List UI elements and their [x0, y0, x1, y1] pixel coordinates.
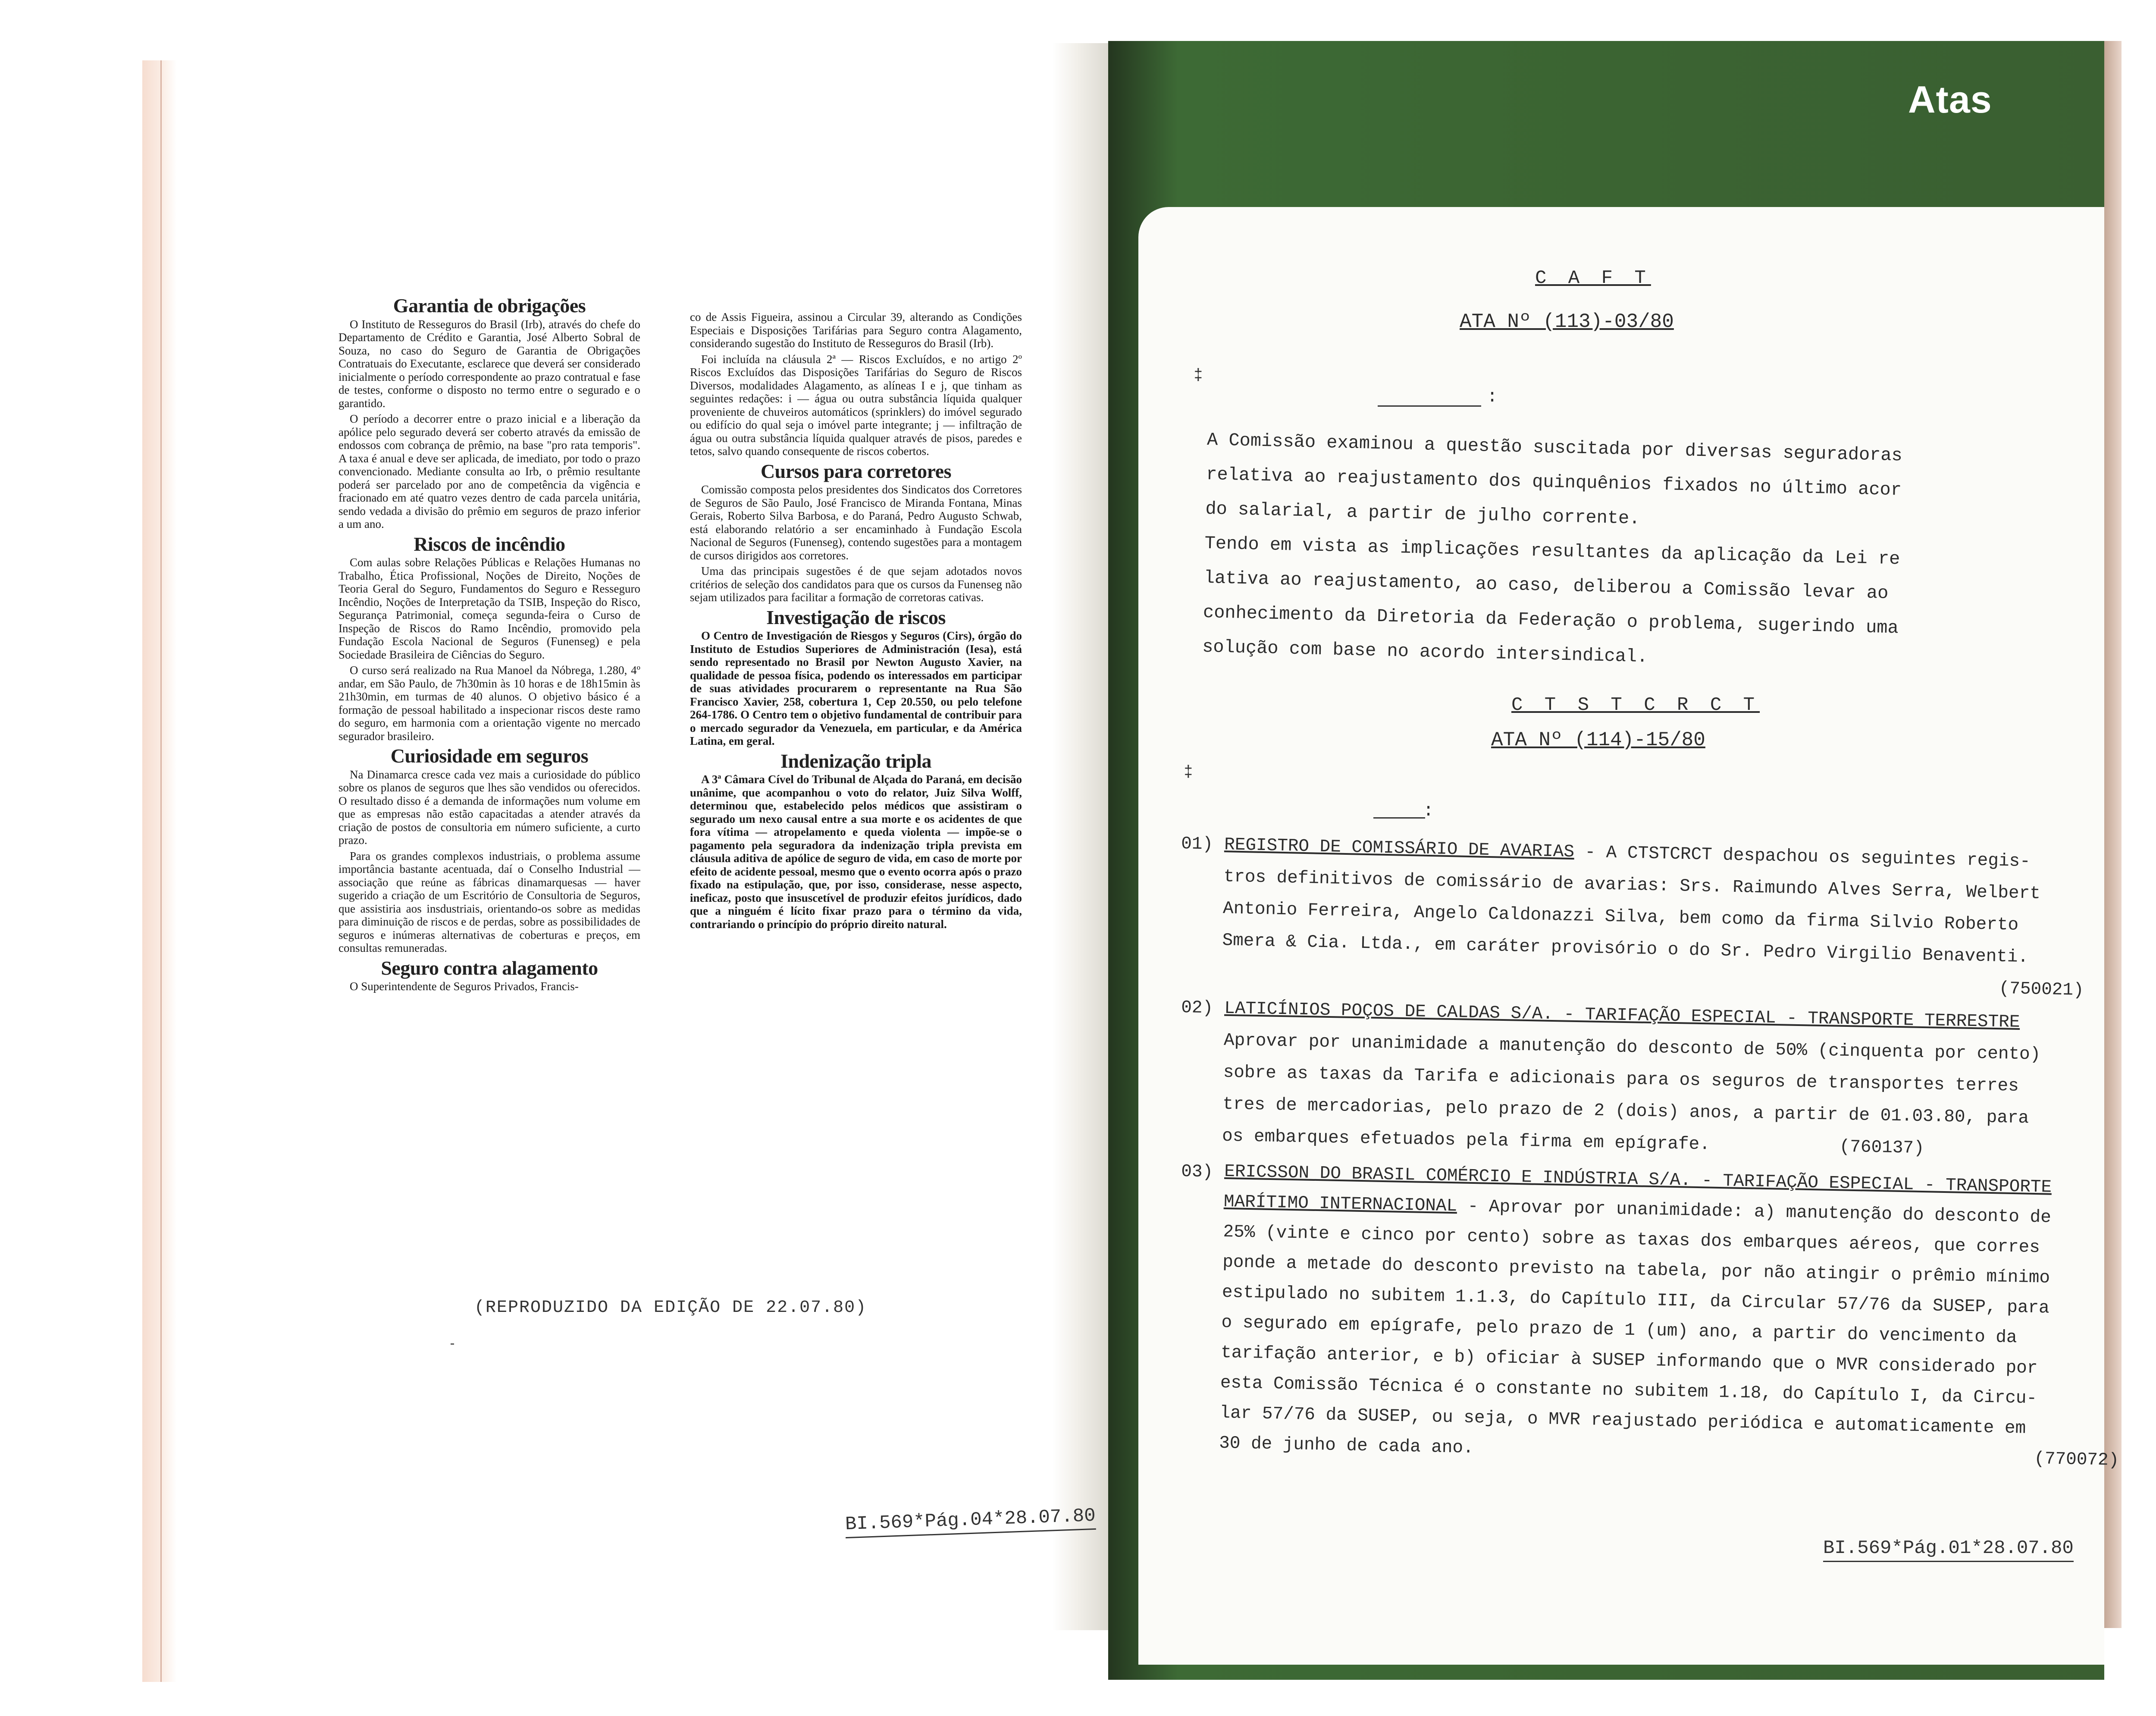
- ata-number: ATA Nº (113)-03/80: [1460, 311, 1674, 333]
- item-title: MARÍTIMO INTERNACIONAL: [1223, 1192, 1457, 1217]
- paragraph: O Instituto de Resseguros do Brasil (Irb), através do chefe do Departamento de Crédito e Garantia, José Alberto Sobral de Souza, no caso do Seguro de Garantia de Obrigações Contratuais do Executante, esclarece que deverá ser considerado inicialmente o período correspondente ao prazo contratual e fase de testes, conforme o disposto no termo entre o segurado e o garantido.: [338, 317, 640, 410]
- item-text: tres de mercadorias, pelo prazo de 2 (dois) anos, a partir de 01.03.80, para: [1222, 1094, 2029, 1129]
- item-title: ERICSSON DO BRASIL COMÉRCIO E INDÚSTRIA S/A. - TARIFAÇÃO ESPECIAL - TRANSPORTE: [1224, 1161, 2052, 1198]
- paragraph: A 3ª Câmara Cível do Tribunal de Alçada do Paraná, em decisão unânime, que acompanhou o voto do relator, Juiz Silva Wolff, determinou que, estabelecido pelos médicos que assistiram o segurado um nexo causal entre a sua morte e os acidentes de que fora vítima — atropelamento e queda violenta — impõe-se o pagamento pela seguradora da indenização tripla prevista em cláusula aditiva de apólice de seguro de vida, em caso de morte por efeito de acidente pessoal, mesmo que o evento ocorra após o prazo fixado na estipulação, que, por isso, considerase, nesse aspecto, ineficaz, posto que insuscetível de produzir efeitos jurídicos, dado que a ninguém é lícito fixar prazo para o término da vida, contrariando o princípio do próprio direito natural.: [690, 773, 1022, 931]
- section-label: Atas: [1908, 78, 1992, 121]
- minutes-line: relativa ao reajustamento dos quinquênios fixados no último acor: [1206, 464, 1902, 501]
- minutes-line: conhecimento da Diretoria da Federação o problema, sugerindo uma: [1203, 602, 1899, 639]
- item-text: tarifação anterior, e b) oficiar à SUSEP informando que o MVR considerado por: [1220, 1343, 2038, 1379]
- resolution-item: [1176, 1156, 2125, 1476]
- resolution-item: [1179, 992, 2042, 1167]
- section-title: Investigação de riscos: [766, 606, 946, 628]
- blank-line: [1378, 405, 1481, 407]
- item-text: Aprovar por unanimidade a manutenção do desconto de 50% (cinquenta por cento): [1223, 1030, 2041, 1065]
- left-column-1: [338, 292, 640, 996]
- item-code: (770072): [2034, 1449, 2119, 1471]
- item-title: LATICÍNIOS POÇOS DE CALDAS S/A. - TARIFAÇÃO ESPECIAL - TRANSPORTE TERRESTRE: [1224, 998, 2020, 1032]
- paragraph: O Centro de Investigación de Riesgos y Seguros (Cirs), órgão do Instituto de Estudios Superiores de Administración (Iesa), está sendo representado no Brasil por Newton Augusto Xavier, na qualidade de pessoa física, podendo os interessados em participar de suas atividades procurarem o representante na Rua São Francisco Xavier, 258, cobertura 1, Cep 20.550, ou pelo telefone 264-1786. O Centro tem o objetivo fundamental de contribuir para o mercado segurador da Venezuela, em particular, e da América Latina, em geral.: [690, 629, 1022, 747]
- section-title: Indenização tripla: [780, 750, 932, 772]
- page-footer-right: BI.569*Pág.01*28.07.80: [1823, 1537, 2074, 1562]
- minutes-line: do salarial, a partir de julho corrente.: [1205, 498, 1640, 529]
- paragraph: Com aulas sobre Relações Públicas e Relações Humanas no Trabalho, Ética Profissional, Noções de Direito, Noções de Teoria Geral do Seguro, Fundamentos do Seguro e Resseguro Incêndio, Noções de Interpretação da TSIB, Inspeção do Risco, Segurança Patrimonial, começa segunda-feira o Curso de Inspeção de Riscos do Ramo Incêndio, promovido pela Fundação Escola Nacional de Seguros (Funenseg) e pela Sociedade Brasileira de Ciências do Seguro.: [338, 556, 640, 661]
- margin-mark: ‡: [1184, 763, 1193, 781]
- section-title: Curiosidade em seguros: [390, 745, 589, 767]
- margin-mark: ‡: [1194, 367, 1203, 384]
- ata-number: ATA Nº (114)-15/80: [1491, 729, 1705, 751]
- section-title: Garantia de obrigações: [393, 295, 586, 317]
- committee-heading: C A F T: [1535, 267, 1651, 289]
- item-text: estipulado no subitem 1.1.3, do Capítulo III, da Circular 57/76 da SUSEP, para: [1222, 1282, 2050, 1318]
- item-number: 02): [1181, 998, 1213, 1019]
- page-footer-left: BI.569*Pág.04*28.07.80: [845, 1505, 1096, 1538]
- paragraph: co de Assis Figueira, assinou a Circular 39, alterando as Condições Especiais e Disposições Tarifárias para Seguro contra Alagamento, considerando sugestão do Instituto de Resseguros do Brasil (Irb).: [690, 311, 1022, 350]
- item-text: o segurado em epígrafe, pelo prazo de 1 (um) ano, a partir do vencimento da: [1221, 1312, 2018, 1348]
- committee-heading: C T S T C R C T: [1511, 694, 1760, 716]
- left-column-2: [690, 311, 1022, 933]
- item-text: esta Comissão Técnica é o constante no subitem 1.18, do Capítulo I, da Circu-: [1220, 1373, 2037, 1409]
- item-title: REGISTRO DE COMISSÁRIO DE AVARIAS: [1224, 835, 1575, 863]
- item-code: (750021): [1999, 979, 2084, 1001]
- section-title: Seguro contra alagamento: [381, 957, 598, 979]
- paragraph: O período a decorrer entre o prazo inicial e a liberação da apólice pelo segurado deverá ser coberto através da emissão de endossos com cobrança de prêmio, na base "pro rata temporis". A taxa é anual e deve ser aplicada, de imediato, por todo o prazo convencionado. Mediante consulta ao Irb, o prêmio resultante poderá ser parcelado por ano de competência da vigência e fracionado em até quatro vezes dentro de cada parcela unitária, sendo vedada a divisão do prêmio em seguros de prazo inferior a um ano.: [338, 412, 640, 530]
- paragraph: Foi incluída na cláusula 2ª — Riscos Excluídos, e no artigo 2º Riscos Excluídos das Disposições Tarifárias do Seguro de Riscos Diversos, modalidades Alagamento, as alíneas I e j, que tinham as seguintes redações: i — água ou outra substância líquida qualquer proveniente de chuveiros automáticos (sprinklers) do imóvel segurado ou edifício do qual seja o imóvel parte integrante; j — infiltração de água ou outra substância líquida qualquer através de pisos, paredes e tetos, salvo quando consequente de riscos cobertos.: [690, 352, 1022, 458]
- minutes-line: Tendo em vista as implicações resultantes da aplicação da Lei re: [1204, 533, 1900, 570]
- paragraph: Uma das principais sugestões é de que sejam adotados novos critérios de seleção dos candidatos para que os cursos da Funenseg não sejam utilizados para facilitar a formação de corretoras cativas.: [690, 565, 1022, 604]
- item-code: (760137): [1839, 1137, 1924, 1159]
- book-gutter: [1052, 43, 1117, 1630]
- paragraph: Comissão composta pelos presidentes dos Sindicatos dos Corretores de Seguros de São Paulo, José Francisco de Miranda Fontana, Minas Gerais, Roberto Silva Barbosa, e do Paraná, Pedro Augusto Schwab, está elaborando relatório a ser encaminhado à Fundação Escola Nacional de Seguros (Funenseg), contendo sugestões para a montagem de cursos dirigidos aos corretores.: [690, 483, 1022, 562]
- paragraph: Na Dinamarca cresce cada vez mais a curiosidade do público sobre os planos de seguros que lhes são vendidos ou oferecidos. O resultado disso é a demanda de informações num volume em que as empresas não estão capacitadas a atender através da criação de postos de consultoria em número suficiente, a curto prazo.: [338, 768, 640, 847]
- blank-line: [1373, 817, 1425, 819]
- resolution-item: [1178, 828, 2087, 1007]
- page-edge-left: [142, 60, 177, 1682]
- paragraph: O Superintendente de Seguros Privados, Francis-: [350, 980, 579, 993]
- item-text: Antonio Ferreira, Angelo Caldonazzi Silva, bem como da firma Silvio Roberto: [1222, 899, 2019, 935]
- minutes-text: [1202, 423, 1902, 680]
- item-number: 01): [1181, 834, 1213, 855]
- section-title: Riscos de incêndio: [414, 533, 565, 555]
- item-text: tros definitivos de comissário de avarias: Srs. Raimundo Alves Serra, Welbert: [1223, 867, 2041, 904]
- item-text: os embarques efetuados pela firma em epígrafe.: [1222, 1126, 1711, 1155]
- paragraph: O curso será realizado na Rua Manoel da Nóbrega, 1.280, 4º andar, em São Paulo, de 7h30min às 10 horas e de 18h15min às 21h30min, em turmas de 40 alunos. O objetivo básico é a formação de pessoal habilitado a inspecionar riscos deste ramo do seguro, em harmonia com a orientação vigente no mercado segurador brasileiro.: [338, 664, 640, 743]
- item-text: ponde a metade do desconto previsto na tabela, por não atingir o prêmio mínimo: [1222, 1252, 2050, 1288]
- item-text: sobre as taxas da Tarifa e adicionais para os seguros de transportes terres: [1223, 1062, 2019, 1096]
- section-title: Cursos para corretores: [760, 460, 952, 482]
- minutes-line: lativa ao reajustamento, ao caso, deliberou a Comissão levar ao: [1203, 567, 1889, 604]
- reproduction-note: (REPRODUZIDO DA EDIÇÃO DE 22.07.80): [474, 1298, 867, 1318]
- dash-mark: [451, 1343, 454, 1345]
- item-text: Smera & Cia. Ltda., em caráter provisório o do Sr. Pedro Virgilio Benaventi.: [1222, 931, 2029, 968]
- paragraph: Para os grandes complexos industriais, o problema assume importância bastante acentuada, daí o Conselho Industrial — associação que reúne as fábricas dinamarquesas — haver sugerido a criação de um Escritório de Consultoria de Seguros, que assistiria aos insdustriais, orientando-os sobre as medidas para diminuição de riscos e de perdas, sobre as possibilidades de seguros e inúmeras alternativas de coberturas e preços, em consultas remuneradas.: [338, 849, 640, 954]
- minutes-line: A Comissão examinou a questão suscitada por diversas seguradoras: [1206, 429, 1903, 466]
- colon: :: [1423, 800, 1434, 821]
- minutes-line: solução com base no acordo intersindical.: [1202, 636, 1648, 668]
- item-text: - A CTSTCRCT despachou os seguintes regis-: [1574, 842, 2031, 872]
- page-edge-line: [160, 60, 162, 1682]
- item-text: 30 de junho de cada ano.: [1219, 1433, 1474, 1459]
- item-text: - Aprovar por unanimidade: a) manutenção do desconto de: [1457, 1196, 2052, 1228]
- item-number: 03): [1181, 1161, 1213, 1183]
- item-text: lar 57/76 da SUSEP, ou seja, o MVR reajustado periódica e automaticamente em: [1219, 1403, 2026, 1439]
- colon: :: [1487, 386, 1498, 407]
- item-text: 25% (vinte e cinco por cento) sobre as taxas dos embarques aéreos, que corres: [1223, 1222, 2040, 1258]
